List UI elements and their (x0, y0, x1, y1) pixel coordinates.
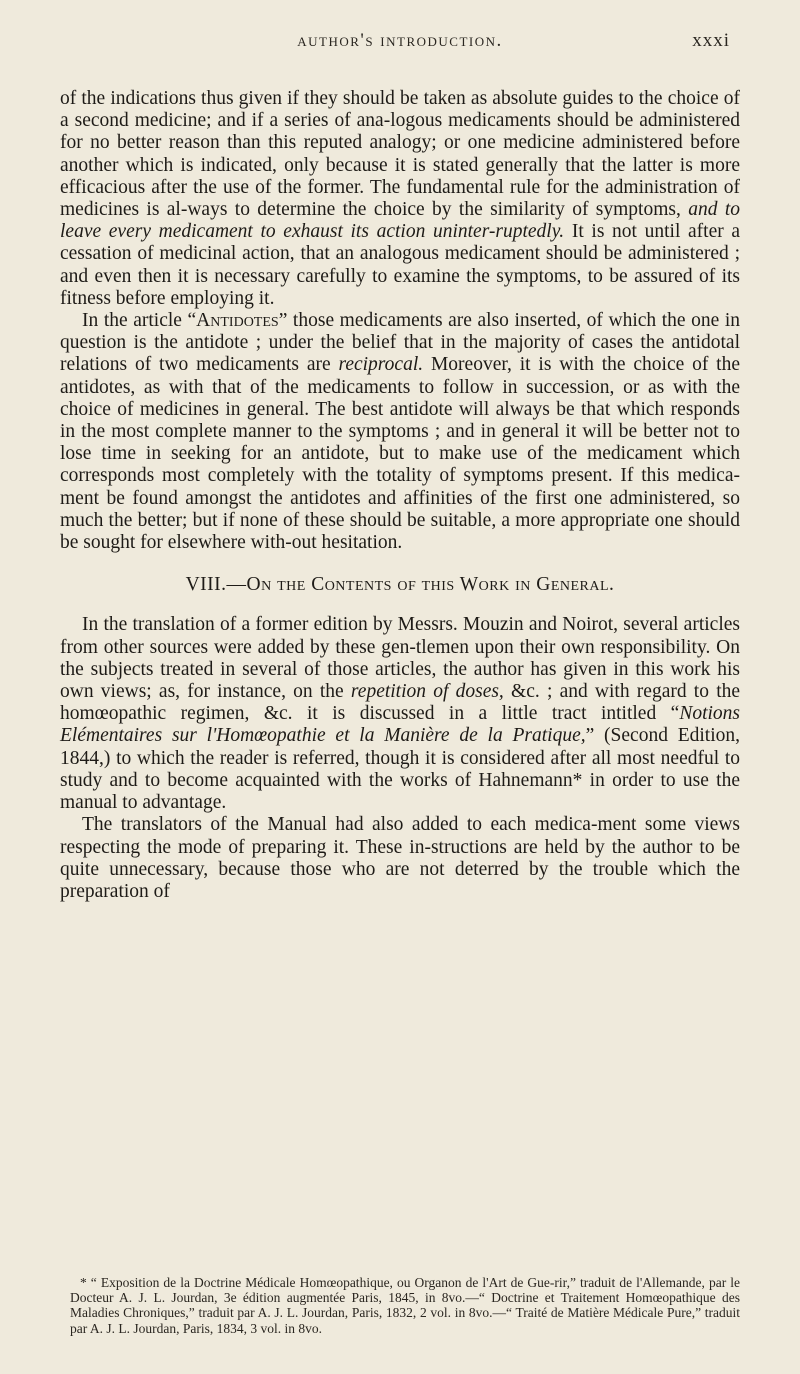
paragraph-2 (60, 310, 740, 554)
paragraph-4 (60, 814, 740, 903)
page-number: xxxi (692, 30, 730, 51)
section-title: On the Contents of this Work in General. (246, 574, 615, 596)
page-header (0, 30, 800, 62)
paragraph-3 (60, 614, 740, 814)
paragraph-1-italic: and to leave every medicament to exhaust its action uninter-ruptedly. (60, 199, 740, 243)
paragraph-1-text-a: of the indications thus given if they should be taken as absolute guides to the choice of a second medicine; and if a series of ana-logous medicaments should be administered for no better reason than this reputed analogy; or one medicine administered before another which is indicated, only because it is stated generally that the latter is more efficacious after the use of the former. The fundamental rule for the administration of medicines is al-ways to determine the choice by the similarity of symptoms, (60, 88, 740, 221)
body-text (60, 88, 740, 903)
paragraph-2-italic: reciprocal. (338, 354, 424, 376)
paragraph-2-text-a: In the article “ (82, 310, 197, 332)
footnote (70, 1275, 740, 1336)
paragraph-3-text-c: ” (Second Edition, 1844,) to which the reader is referred, though it is considered after all most needful to study and to become acquainted with the works of Hahnemann* in order to use the manual to advantage. (60, 725, 741, 814)
paragraph-3-text-b: &c. ; and with regard to the homœopathic regimen, &c. it is discussed in a little tract intitled “ (60, 681, 741, 725)
footnote-text: * “ Exposition de la Doctrine Médicale Homœopathique, ou Organon de l'Art de Gue-rir,” traduit de l'Allemande, par le Docteur A. J. L. Jourdan, 3e édition augmentée Paris, 1845, in 8vo.—“ Doctrine et Traitement Homœopathique des Maladies Chroniques,” traduit par A. J. L. Jourdan, Paris, 1832, 2 vol. in 8vo.—“ Traité de Matière Médicale Pure,” traduit par A. J. L. Jourdan, Paris, 1834, 3 vol. in 8vo. (70, 1275, 740, 1336)
paragraph-3-italic-a: repetition of doses, (350, 681, 504, 703)
section-numeral: VIII.— (185, 574, 247, 596)
paragraph-3-italic-b: Notions Elémentaires sur l'Homœopathie et la Manière de la Pratique, (60, 703, 740, 747)
paragraph-1 (60, 88, 740, 310)
paragraph-3-text-a: In the translation of a former edition by Messrs. Mouzin and Noirot, several articles from other sources were added by these gen-tlemen upon their own responsibility. On the subjects treated in several of those articles, the author has given in this work his own views; as, for instance, on the (60, 614, 740, 703)
paragraph-4-text: The translators of the Manual had also added to each medica-ment some views respecting the mode of preparing it. These in-structions are held by the author to be quite unnecessary, because those who are not deterred by the trouble which the preparation of (60, 814, 740, 902)
antidotes-term: Antidotes (196, 310, 279, 332)
running-title: author's introduction. (297, 30, 503, 51)
section-heading (60, 574, 740, 596)
paragraph-2-text-b: ” those medicaments are also inserted, of which the one in question is the antidote ; under the belief that in the majority of cases the antidotal relations of two medicaments are (60, 310, 741, 376)
paragraph-1-text-b: It is not until after a cessation of medicinal action, that an analogous medicament should be administered ; and even then it is necessary carefully to examine the symptoms, to be assured of its fitness before employing it. (60, 221, 741, 309)
paragraph-2-text-c: Moreover, it is with the choice of the antidotes, as with that of the medicaments to follow in succession, or as with the choice of medicines in general. The best antidote will always be that which responds in the most complete manner to the symptoms ; and in general it will be better not to lose time in seeking for an antidote, but to make use of the medicament which corresponds most completely with the totality of symptoms present. If this medica-ment be found amongst the antidotes and affinities of the first one administered, so much the better; but if none of these should be suitable, a more appropriate one should be sought for elsewhere with-out hesitation. (60, 354, 741, 554)
